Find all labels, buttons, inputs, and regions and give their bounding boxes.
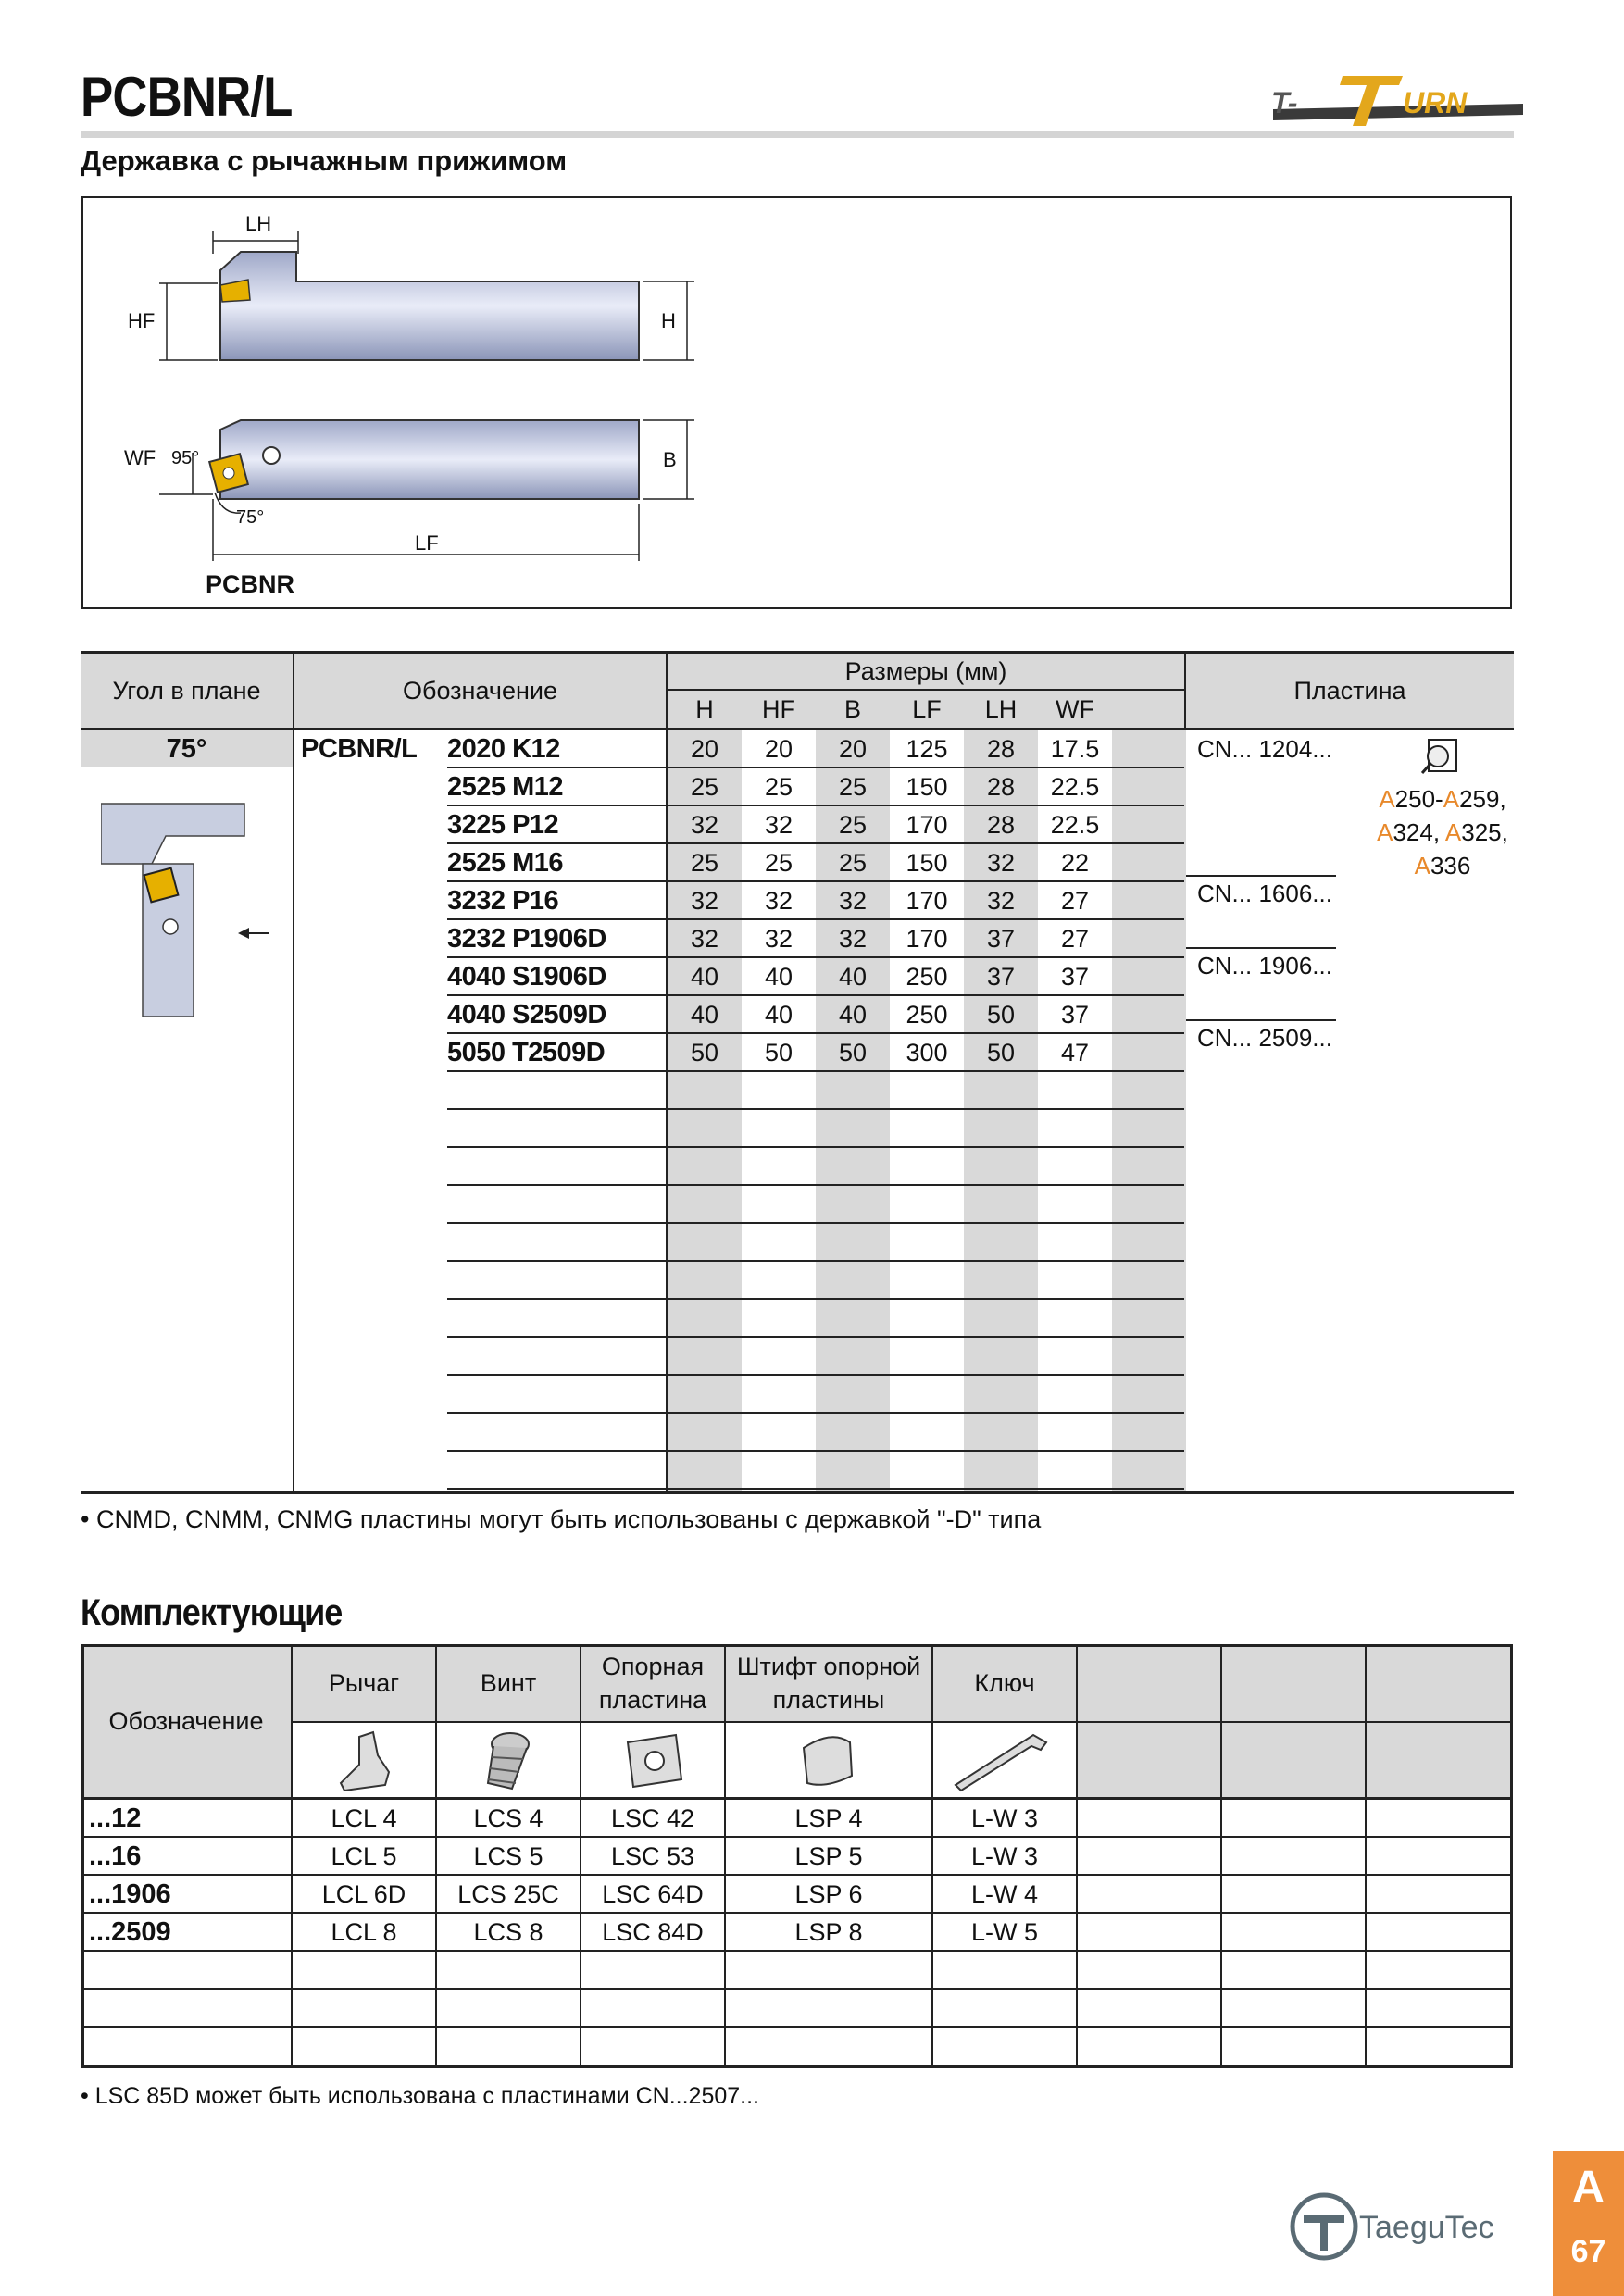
header-designation: Обозначение	[294, 654, 666, 728]
dim-header-lf: LF	[890, 691, 964, 728]
acc-header-lever: Рычаг	[328, 1668, 400, 1697]
dim-header-hf: HF	[742, 691, 816, 728]
holder-code: 3232 P1906D	[447, 924, 606, 954]
dim-value-lh: 50	[986, 1039, 1016, 1067]
dim-value-lh: 37	[986, 963, 1016, 991]
t-turn-logo	[1264, 72, 1523, 128]
acc-lever: LCL 5	[331, 1842, 397, 1870]
dim-value-b: 40	[838, 963, 868, 991]
dim-value-h: 50	[690, 1039, 719, 1067]
dim-value-lf: 300	[906, 1039, 948, 1067]
h-label: H	[661, 309, 676, 332]
dim-value-wf: 27	[1060, 887, 1090, 915]
dim-value-b: 20	[838, 735, 868, 763]
dim-value-hf: 20	[764, 735, 793, 763]
dim-value-lh: 28	[986, 811, 1016, 839]
holder-code: 2020 K12	[447, 734, 560, 764]
dim-value-lh: 28	[986, 735, 1016, 763]
dim-value-wf: 22	[1060, 849, 1090, 877]
lh-label: LH	[245, 212, 272, 235]
dim-value-b: 32	[838, 925, 868, 953]
dim-value-lf: 150	[906, 849, 948, 877]
acc-code: ...2509	[89, 1917, 171, 1947]
acc-pin: LSP 5	[794, 1842, 863, 1870]
hex-key-icon	[952, 1729, 1054, 1794]
b-label: B	[663, 448, 677, 471]
dim-value-hf: 25	[764, 773, 793, 801]
acc-key: L-W 3	[970, 1842, 1038, 1870]
dim-value-h: 32	[690, 811, 719, 839]
dim-value-lf: 150	[906, 773, 948, 801]
acc-shim: LSC 64D	[602, 1880, 704, 1908]
dim-value-wf: 47	[1060, 1039, 1090, 1067]
diagram-caption: PCBNR	[206, 570, 295, 598]
acc-shim: LSC 84D	[602, 1918, 704, 1946]
dim-value-wf: 37	[1060, 963, 1090, 991]
holder-code: 3225 P12	[447, 810, 559, 840]
holder-illustration	[101, 799, 249, 1017]
dim-value-hf: 40	[764, 963, 793, 991]
shim-icon	[620, 1729, 687, 1792]
acc-shim: LSC 53	[610, 1842, 695, 1870]
header-dimensions: Размеры (мм)	[668, 654, 1184, 689]
holder-table	[81, 651, 1514, 1493]
dim-value-wf: 22.5	[1050, 811, 1100, 839]
series-label: PCBNR/L	[301, 733, 418, 764]
wf-label: WF	[124, 446, 156, 469]
acc-header-key: Ключ	[974, 1668, 1035, 1697]
screw-icon	[475, 1728, 540, 1794]
dim-value-lh: 32	[986, 849, 1016, 877]
dim-value-lf: 250	[906, 963, 948, 991]
lever-icon	[331, 1728, 396, 1794]
dim-value-h: 25	[690, 773, 719, 801]
holder-code: 2525 M12	[447, 772, 563, 802]
dim-value-lh: 32	[986, 887, 1016, 915]
taegutec-logo	[1287, 2190, 1532, 2264]
dim-value-lh: 50	[986, 1001, 1016, 1029]
dim-value-wf: 37	[1060, 1001, 1090, 1029]
dim-value-lf: 170	[906, 887, 948, 915]
acc-shim: LSC 42	[610, 1804, 695, 1832]
arrow-left-icon	[236, 924, 273, 942]
magnifier-catalog-icon[interactable]	[1419, 736, 1462, 777]
dim-value-hf: 32	[764, 925, 793, 953]
acc-screw: LCS 25C	[457, 1880, 559, 1908]
page-title: PCBNR/L	[81, 66, 293, 128]
header-rule	[81, 131, 1514, 138]
lf-label: LF	[415, 531, 439, 555]
dim-value-hf: 50	[764, 1039, 793, 1067]
dim-value-hf: 40	[764, 1001, 793, 1029]
dim-value-lf: 170	[906, 811, 948, 839]
acc-pin: LSP 6	[794, 1880, 863, 1908]
page-subtitle: Державка с рычажным прижимом	[81, 144, 568, 177]
dim-value-lf: 170	[906, 925, 948, 953]
acc-screw: LCS 4	[473, 1804, 543, 1832]
main-footnote: • CNMD, CNMM, CNMG пластины могут быть использованы с державкой "-D" типа	[81, 1505, 1042, 1533]
brand-name: TaeguTec	[1359, 2210, 1494, 2245]
holder-code: 5050 T2509D	[447, 1038, 606, 1067]
dim-value-lh: 37	[986, 925, 1016, 953]
dim-value-wf: 22.5	[1050, 773, 1100, 801]
acc-code: ...1906	[89, 1879, 171, 1909]
insert-cn1906: CN... 1906...	[1197, 951, 1332, 980]
header-angle: Угол в плане	[81, 654, 293, 728]
dim-value-b: 40	[838, 1001, 868, 1029]
dim-value-b: 25	[838, 849, 868, 877]
dim-value-h: 25	[690, 849, 719, 877]
accessories-title: Комплектующие	[81, 1592, 343, 1633]
acc-key: L-W 3	[970, 1804, 1038, 1832]
dim-value-hf: 25	[764, 849, 793, 877]
insert-cn1606: CN... 1606...	[1197, 879, 1332, 907]
acc-header-screw: Винт	[480, 1668, 537, 1697]
dim-value-lf: 250	[906, 1001, 948, 1029]
angle-value: 75°	[166, 733, 207, 764]
acc-lever: LCL 6D	[321, 1880, 406, 1908]
svg-text:URN: URN	[1403, 86, 1468, 119]
acc-key: L-W 5	[970, 1918, 1038, 1946]
dim-value-lh: 28	[986, 773, 1016, 801]
header-insert: Пластина	[1186, 654, 1514, 728]
dim-value-b: 25	[838, 811, 868, 839]
insert-cn2509: CN... 2509...	[1197, 1023, 1332, 1052]
dim-header-b: B	[816, 691, 890, 728]
acc-code: ...12	[89, 1803, 142, 1833]
dim-value-b: 25	[838, 773, 868, 801]
dim-value-b: 32	[838, 887, 868, 915]
page-number: 67	[1570, 2234, 1606, 2269]
pin-icon	[794, 1729, 861, 1792]
dim-value-h: 32	[690, 887, 719, 915]
acc-screw: LCS 5	[473, 1842, 543, 1870]
holder-drawing	[83, 198, 1514, 611]
dim-value-h: 40	[690, 1001, 719, 1029]
holder-code: 3232 P16	[447, 886, 559, 916]
tool-diagram	[81, 196, 1512, 609]
dim-value-h: 20	[690, 735, 719, 763]
page-references[interactable]: A250-A259, A324, A325, A336	[1377, 785, 1508, 880]
dim-header-wf: WF	[1038, 691, 1112, 728]
dim-header-h: H	[668, 691, 742, 728]
dim-value-wf: 27	[1060, 925, 1090, 953]
acc-header-pin: Штифт опорной пластины	[736, 1653, 921, 1714]
accessories-footnote: • LSC 85D может быть использована с пластинами CN...2507...	[81, 2083, 760, 2109]
dim-header-lh: LH	[964, 691, 1038, 728]
dim-header-spare	[1112, 691, 1184, 728]
dim-value-lf: 125	[906, 735, 948, 763]
section-tab[interactable]	[1553, 2151, 1624, 2296]
dim-value-h: 32	[690, 925, 719, 953]
angle95-label: 95°	[171, 448, 200, 468]
acc-header-designation: Обозначение	[108, 1706, 264, 1735]
acc-key: L-W 4	[970, 1880, 1038, 1908]
acc-pin: LSP 4	[794, 1804, 863, 1832]
acc-code: ...16	[89, 1841, 142, 1871]
hf-label: HF	[128, 309, 156, 332]
acc-header-shim: Опорная пластина	[598, 1653, 707, 1714]
acc-lever: LCL 4	[331, 1804, 397, 1832]
holder-code: 4040 S1906D	[447, 962, 606, 992]
holder-code: 2525 M16	[447, 848, 563, 878]
insert-cn1204: CN... 1204...	[1197, 734, 1332, 763]
dim-value-hf: 32	[764, 887, 793, 915]
dim-value-b: 50	[838, 1039, 868, 1067]
acc-pin: LSP 8	[794, 1918, 863, 1946]
section-letter: A	[1572, 2163, 1605, 2212]
accessories-table	[81, 1644, 1513, 2068]
acc-screw: LCS 8	[473, 1918, 543, 1946]
dim-value-wf: 17.5	[1050, 735, 1100, 763]
acc-lever: LCL 8	[331, 1918, 397, 1946]
dim-value-hf: 32	[764, 811, 793, 839]
dim-value-h: 40	[690, 963, 719, 991]
svg-text:T-: T-	[1271, 86, 1298, 119]
angle75-label: 75°	[236, 507, 265, 528]
holder-code: 4040 S2509D	[447, 1000, 606, 1029]
